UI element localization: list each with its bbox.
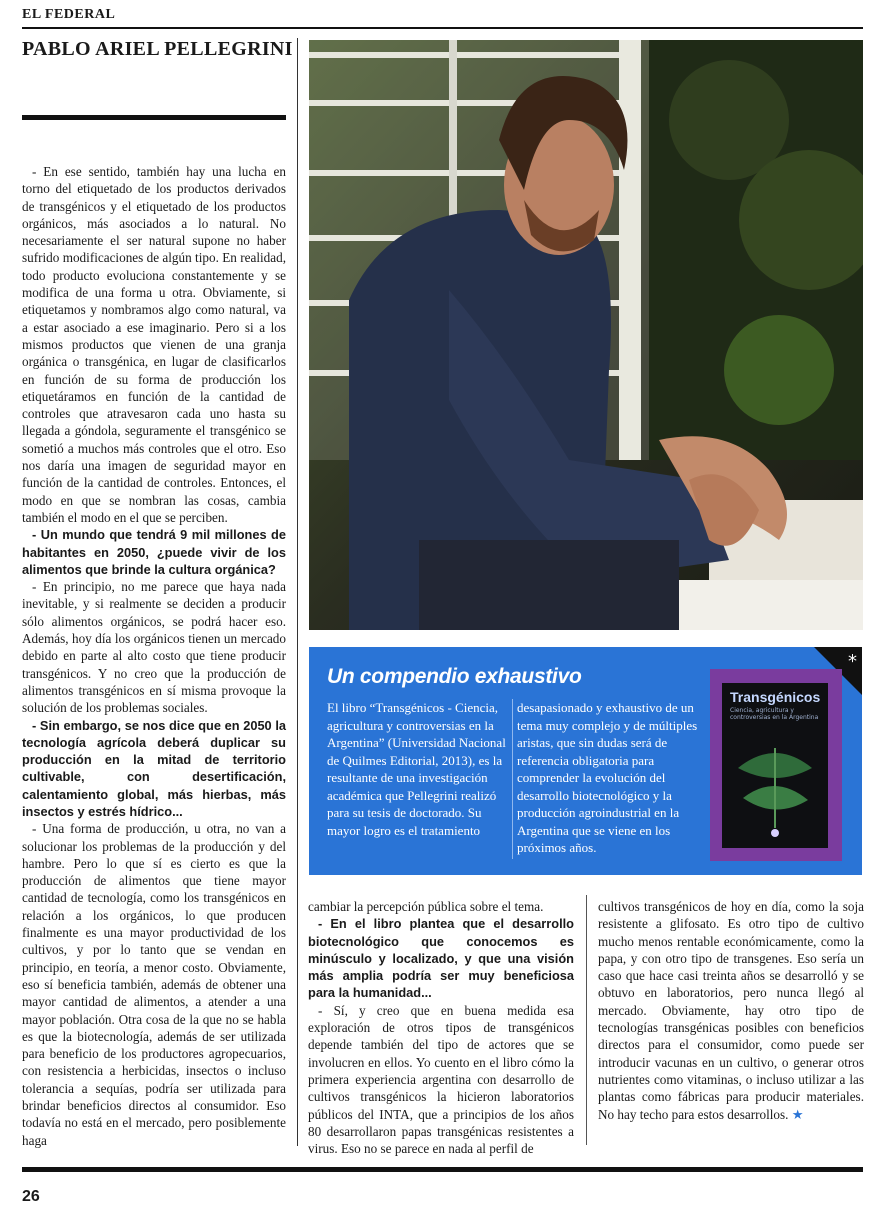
page-number: 26 — [22, 1188, 40, 1205]
paragraph-text: - Sí, y creo que en buena medida esa exploración de otros tipos de transgénicos depende también del tipo de actores que se involucren en ellos. Yo cuento en el libro cómo la primera experiencia argentina con desarrollo de cultivos transgénicos la hicieron laboratorios públicos del INTA, que a principios de los años 80 desarrollaron papas transgénicas resistentes a virus. Eso no se parece en nada al perfil de — [308, 1002, 574, 1157]
paragraph-text: - Sin embargo, se nos dice que en 2050 la tecnología agrícola deberá duplicar su producción en la mitad de territorio cultivable, con desertificación, calentamiento global, más hierbas, más insectos y estrés hídrico... — [22, 717, 286, 819]
asterisk-icon: * — [848, 651, 857, 672]
column-divider-2 — [586, 895, 587, 1145]
sidebar-title: Un compendio exhaustivo — [327, 665, 582, 688]
byline-bar — [22, 115, 286, 120]
book-cover — [710, 669, 842, 861]
body-paragraph — [308, 1002, 574, 1158]
body-paragraph — [308, 898, 574, 915]
paragraph-text: cultivos transgénicos de hoy en día, como la soja resistente a glifosato. Es otro tipo de cultivo mucho menos rentable económicamente, como la papa, y con otro tipo de transgenes. Eso sería un caso que hace casi treinta años se desarrolló y se obtuvo en laboratorios, pero nunca llegó al mercado. Obviamente, hay otro tipo de tecnologías transgénicas posibles con beneficios directos para el consumidor, como puede ser introducir vacunas en un cultivo, o generar otros nutrientes como vitaminas, o incluso utilizar a las plantas como fábricas para producir materiales. No hay techo para estos desarrollos. — [598, 899, 864, 1122]
body-paragraph — [598, 898, 864, 1124]
top-rule — [22, 27, 863, 29]
body-paragraph — [22, 820, 286, 1149]
sidebar-text-2: desapasionado y exhaustivo de un tema muy complejo y de múltiples aristas, que sin dudas será de referencia obligatoria para comprender la evolución del desarrollo biotecnológico y la producción agroindustrial en la Argentina que se viene en los próximos años. — [517, 700, 698, 855]
article-column-3 — [598, 898, 864, 1124]
question-paragraph — [308, 915, 574, 1001]
book-cover-art — [722, 683, 828, 848]
column-divider — [297, 38, 298, 1146]
sidebar-divider — [512, 699, 513, 859]
bottom-rule — [22, 1167, 863, 1172]
book-subtitle: Ciencia, agricultura y controversias en la Argentina — [730, 707, 819, 721]
paragraph-text: - Un mundo que tendrá 9 mil millones de habitantes en 2050, ¿puede vivir de los alimentos que brinde la cultura orgánica? — [22, 527, 286, 577]
end-star-icon: ★ — [791, 1107, 804, 1123]
sidebar-text-1: El libro “Transgénicos - Ciencia, agricultura y controversias en la Argentina” (Universidad Nacional de Quilmes Editorial, 2013), es la resultante de una investigación académica que Pellegrini realizó para su tesis de doctorado. Su mayor logro es el tratamiento — [327, 700, 506, 838]
book-sidebar — [309, 647, 862, 875]
paragraph-text: - En principio, no me parece que haya nada inevitable, y si realmente se deciden a producir sólo alimentos orgánicos, se podrá hacer eso. Además, hoy día los orgánicos tienen un mercado debido en parte al alto costo que tiene producir transgénicos. Y no creo que la producción de alimentos transgénicos en sí misma provoque la solución de los problemas sociales. — [22, 579, 286, 716]
paragraph-text: - Una forma de producción, u otra, no van a solucionar los problemas de la producción y del hambre. Pero lo que sí es cierto es que la producción de alimentos que tiene mayor cantidad de tecnología, como los transgénicos en relación a los orgánicos, lo que producen finalmente es una mayor productividad de los cultivos, y por lo tanto que se vendan en principio, en teoría, a menor costo. Obviamente, eso sí beneficia también, además de obtener una mayor cantidad de alimentos, a atender a una mayor población. Otra cosa de la que no se habla es que la biotecnología, además de ser utilizada para beneficio de los productores agropecuarios, con resistencia a herbicidas, insectos o incluso tolerancia a sequías, podría ser utilizada para brindar beneficios directos al consumidor. Eso todavía no está en el mercado, pero posiblemente haga — [22, 821, 286, 1148]
plant-illustration — [728, 728, 822, 838]
paragraph-text: - En ese sentido, también hay una lucha en torno del etiquetado de los productos derivados de transgénicos y el etiquetado de los productos orgánicos, más asociados a lo natural. No necesariamente el ser natural supone no haber sufrido modificaciones de algún tipo. En realidad, todo producto evoluciona constantemente y se modifica de una forma u otra. Obviamente, si etiquetamos y nombramos algo como natural, va a estar asociado a ese imaginario. Pero si a los mismos productos que vienen de una granja orgánica o transgénica, en lugar de clasificarlos en función de su forma de producción los etiquetáramos en función de la cantidad de controles que atravesaron cada uno hasta su llegada a góndola, seguramente el transgénico se sometió a muchos más controles que el otro. Eso nos daría una imagen de seguridad mayor en función de la cantidad de controles. Entonces, el modo en que se nombran las cosas, cambia también el modo en el que se perciben. — [22, 164, 286, 525]
article-column-1 — [22, 163, 286, 1149]
book-title: Transgénicos — [730, 689, 821, 705]
question-paragraph — [22, 717, 286, 821]
article-column-2 — [308, 898, 574, 1157]
body-paragraph — [22, 163, 286, 526]
body-paragraph — [22, 578, 286, 716]
masthead: EL FEDERAL — [22, 7, 116, 22]
portrait-illustration — [309, 40, 863, 630]
paragraph-text: - En el libro plantea que el desarrollo biotecnológico que conocemos es minúsculo y localizado, y que una visión más amplia podría ser muy beneficiosa para la humanidad... — [308, 916, 574, 1001]
interview-photo — [309, 40, 863, 630]
byline: PABLO ARIEL PELLEGRINI — [22, 38, 293, 60]
question-paragraph — [22, 526, 286, 578]
paragraph-text: cambiar la percepción pública sobre el tema. — [308, 899, 544, 914]
